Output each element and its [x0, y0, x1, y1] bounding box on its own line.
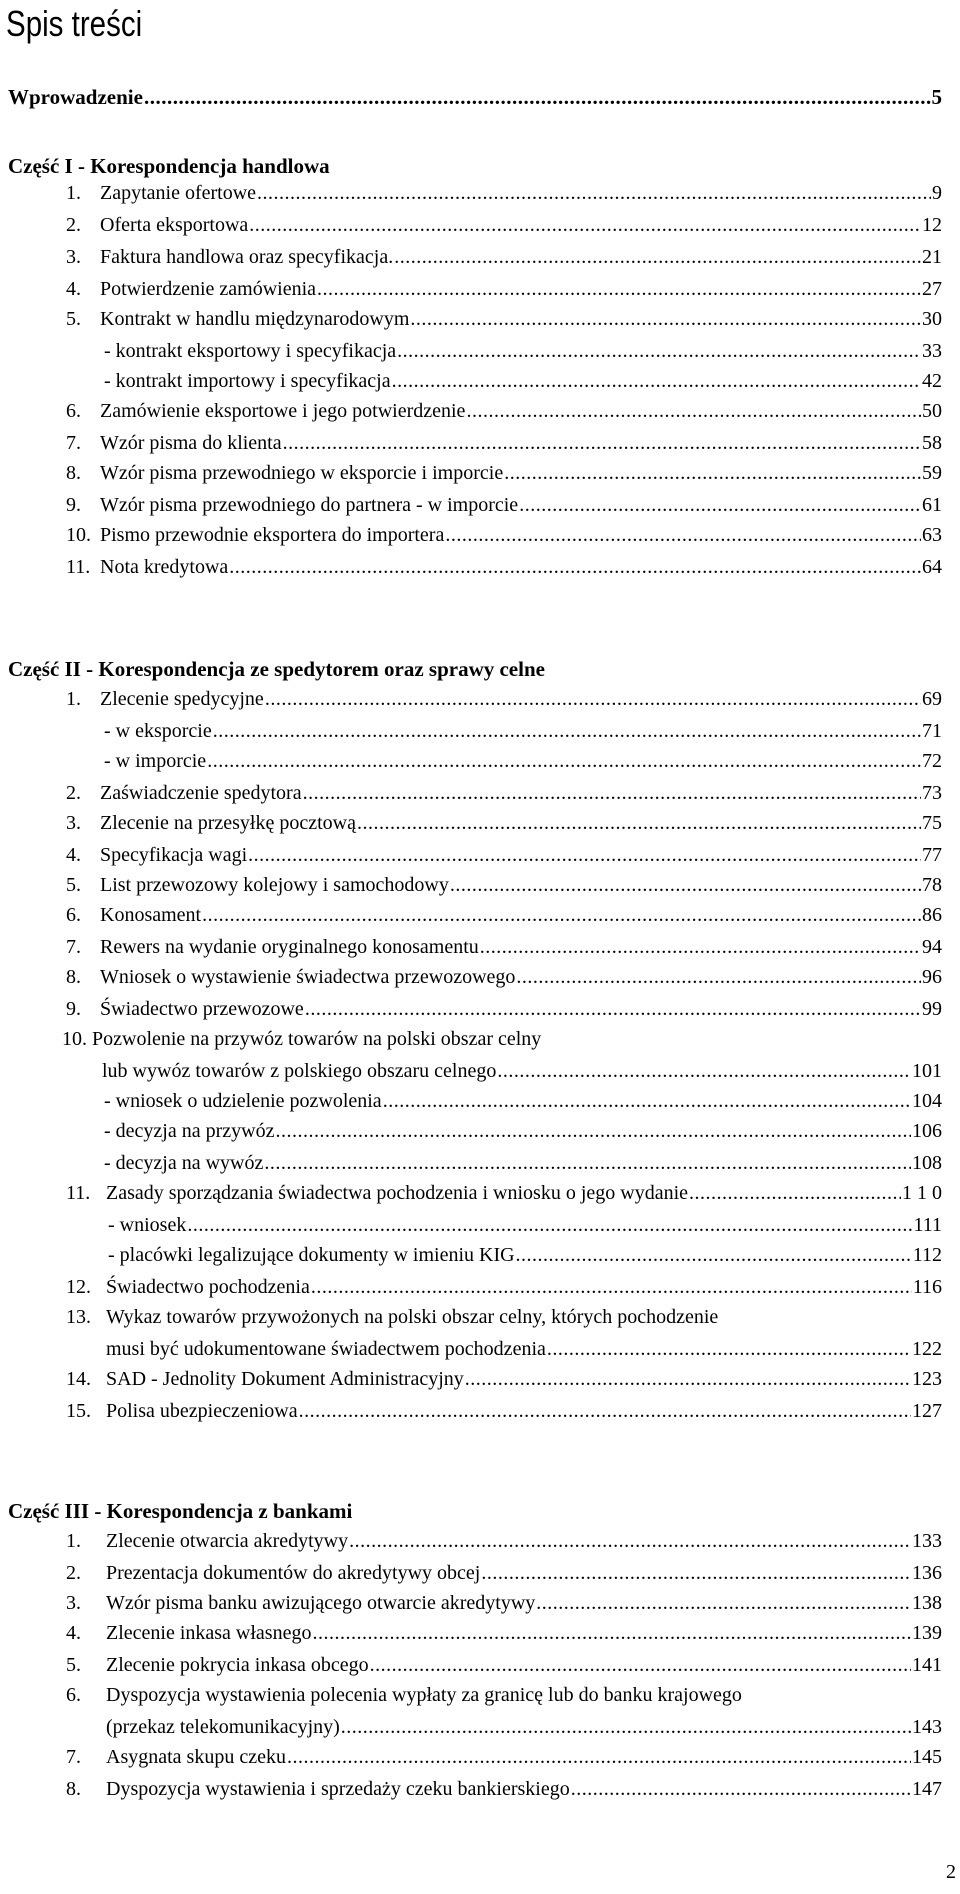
toc-entry-title: Wzór pisma do klienta: [100, 432, 282, 454]
toc-entry-number: 7.: [66, 432, 81, 454]
toc-entry-title: Kontrakt w handlu międzynarodowym: [100, 308, 410, 330]
toc-entry-number: 7.: [66, 936, 81, 958]
toc-entry-title: Prezentacja dokumentów do akredytywy obcej: [106, 1562, 481, 1584]
dot-leader: [275, 1118, 911, 1144]
toc-entry-title: Nota kredytowa: [100, 556, 229, 578]
dot-leader: [287, 1744, 911, 1770]
toc-entry[interactable]: [66, 492, 942, 518]
toc-entry-title: musi być udokumentowane świadectwem pochodzenia: [106, 1338, 546, 1360]
toc-entry-title: Zasady sporządzania świadectwa pochodzenia i wniosku o jego wydanie: [106, 1182, 689, 1204]
toc-entry[interactable]: [104, 338, 942, 364]
toc-entry[interactable]: [104, 1088, 942, 1114]
toc-entry[interactable]: [66, 554, 942, 580]
dot-leader: [410, 306, 921, 332]
toc-entry-number: 4.: [66, 1622, 81, 1644]
section-title: Część II - Korespondencja ze spedytorem oraz sprawy celne: [8, 657, 545, 681]
toc-entry-title: lub wywóz towarów z polskiego obszaru celnego: [102, 1060, 497, 1082]
toc-entry[interactable]: [66, 1652, 942, 1678]
toc-entry-number: 5.: [66, 874, 81, 896]
toc-entry[interactable]: [108, 1242, 942, 1268]
toc-entry-page: 99: [922, 998, 942, 1020]
toc-entry-page: 112: [912, 1244, 942, 1266]
toc-entry[interactable]: [66, 276, 942, 302]
toc-entry-number: 3.: [66, 1592, 81, 1614]
dot-leader: [311, 1274, 912, 1300]
toc-entry-title: Wykaz towarów przywożonych na polski obszar celny, których pochodzenie: [106, 1306, 719, 1328]
dot-leader: [497, 1058, 911, 1084]
toc-entry-title: Konosament: [100, 904, 202, 926]
toc-entry-number: 1.: [66, 182, 81, 204]
toc-entry-number: 10.: [66, 524, 91, 546]
toc-entry-title: Dyspozycja wystawienia polecenia wypłaty za granicę lub do banku krajowego: [106, 1684, 742, 1706]
toc-entry-page: 123: [912, 1368, 942, 1390]
toc-entry-title: Specyfikacja wagi: [100, 844, 248, 866]
toc-entry-title: Potwierdzenie zamówienia: [100, 278, 317, 300]
toc-entry-number: 6.: [66, 904, 81, 926]
dot-leader: [445, 522, 921, 548]
toc-entry[interactable]: [66, 902, 942, 928]
toc-entry-number: 3.: [66, 812, 81, 834]
dot-leader: [264, 1150, 911, 1176]
toc-entry-title: Zlecenie na przesyłkę pocztową: [100, 812, 356, 834]
toc-entry-number: 2.: [66, 1562, 81, 1584]
toc-entry-page: 12: [922, 214, 942, 236]
toc-entry[interactable]: [66, 842, 942, 868]
dot-leader: [547, 1336, 911, 1362]
toc-entry-page: 111: [913, 1214, 942, 1236]
toc-entry-title: SAD - Jednolity Dokument Administracyjny: [106, 1368, 464, 1390]
toc-entry[interactable]: [66, 996, 942, 1022]
toc-entry[interactable]: [8, 84, 942, 110]
toc-entry-page: 69: [922, 688, 942, 710]
dot-leader: [392, 368, 921, 394]
toc-entry[interactable]: [66, 1398, 942, 1424]
dot-leader: [283, 430, 921, 456]
toc-entry[interactable]: [66, 522, 942, 548]
dot-leader: [202, 902, 921, 928]
toc-entry-number: 3.: [66, 246, 81, 268]
toc-entry-number: 1.: [66, 1530, 81, 1552]
dot-leader: [144, 84, 931, 110]
toc-entry[interactable]: [66, 1776, 942, 1802]
toc-entry-title: Faktura handlowa oraz specyfikacja.: [100, 246, 394, 268]
dot-leader: [248, 842, 921, 868]
toc-entry-title: Zamówienie eksportowe i jego potwierdzenie: [100, 400, 466, 422]
toc-entry-page: 30: [922, 308, 942, 330]
toc-entry-page: 77: [922, 844, 942, 866]
dot-leader: [187, 1212, 912, 1238]
dot-leader: [312, 1620, 911, 1646]
toc-entry-number: 2.: [66, 782, 81, 804]
toc-entry-page: 1 1 0: [902, 1182, 942, 1204]
toc-entry-page: 141: [912, 1654, 942, 1676]
toc-entry-number: 5.: [66, 308, 81, 330]
toc-entry[interactable]: [106, 1714, 942, 1740]
toc-entry[interactable]: [108, 1212, 942, 1238]
dot-leader: [394, 244, 921, 270]
toc-entry-number: 5.: [66, 1654, 81, 1676]
dot-leader: [466, 398, 921, 424]
dot-leader: [341, 1714, 911, 1740]
toc-entry[interactable]: [66, 430, 942, 456]
toc-entry-page: 71: [922, 720, 942, 742]
toc-entry-page: 9: [932, 182, 942, 204]
toc-entry-title: Oferta eksportowa: [100, 214, 249, 236]
toc-entry-title: Rewers na wydanie oryginalnego konosamentu: [100, 936, 479, 958]
page-number: 2: [946, 1861, 956, 1883]
toc-entry-title: Świadectwo pochodzenia: [106, 1276, 310, 1298]
toc-entry[interactable]: [104, 718, 942, 744]
toc-entry-page: 63: [922, 524, 942, 546]
toc-entry-page: 64: [922, 556, 942, 578]
toc-entry-page: 61: [922, 494, 942, 516]
toc-entry-number: 14.: [66, 1368, 91, 1390]
toc-entry-page: 59: [922, 462, 942, 484]
toc-entry-number: 8.: [66, 462, 81, 484]
toc-entry-page: 5: [931, 85, 942, 109]
toc-entry-title: Asygnata skupu czeku: [106, 1746, 286, 1768]
dot-leader: [504, 460, 921, 486]
toc-entry-page: 42: [922, 370, 942, 392]
dot-leader: [383, 1088, 911, 1114]
toc-entry[interactable]: [66, 1528, 942, 1554]
dot-leader: [357, 810, 921, 836]
toc-entry-page: 127: [912, 1400, 942, 1422]
toc-entry[interactable]: [66, 872, 942, 898]
section-title: Część III - Korespondencja z bankami: [8, 1499, 353, 1523]
dot-leader: [536, 1590, 911, 1616]
toc-entry-number: 2.: [66, 214, 81, 236]
toc-entry-number: 9.: [66, 494, 81, 516]
toc-entry-title: Pismo przewodnie eksportera do importera: [100, 524, 445, 546]
toc-entry-title: Wzór pisma przewodniego w eksporcie i imporcie: [100, 462, 504, 484]
toc-entry[interactable]: [106, 1336, 942, 1362]
dot-leader: [571, 1776, 911, 1802]
toc-entry[interactable]: [104, 1150, 942, 1176]
toc-entry-title: (przekaz telekomunikacyjny): [106, 1716, 340, 1738]
toc-entry-page: 122: [912, 1338, 942, 1360]
toc-entry[interactable]: [66, 686, 942, 712]
toc-entry-title: Świadectwo przewozowe: [100, 998, 304, 1020]
toc-entry-page: 96: [922, 966, 942, 988]
toc-entry-number: 6.: [66, 1684, 81, 1706]
dot-leader: [349, 1528, 911, 1554]
toc-entry-number: 4.: [66, 278, 81, 300]
toc-entry-title: - kontrakt importowy i specyfikacja: [104, 370, 391, 392]
toc-entry-page: 139: [912, 1622, 942, 1644]
toc-entry[interactable]: [66, 1180, 942, 1206]
toc-entry-page: 147: [912, 1778, 942, 1800]
toc-entry[interactable]: [66, 810, 942, 836]
toc-entry[interactable]: [66, 1274, 942, 1300]
toc-entry[interactable]: [66, 964, 942, 990]
toc-entry[interactable]: [102, 1058, 942, 1084]
toc-entry-title: Wprowadzenie: [8, 85, 143, 109]
toc-entry[interactable]: [66, 1744, 942, 1770]
toc-entry-title: - w imporcie: [104, 750, 207, 772]
page-title: Spis treści: [6, 3, 143, 44]
toc-entry-page: 138: [912, 1592, 942, 1614]
toc-entry-number: 1.: [66, 688, 81, 710]
toc-entry[interactable]: [66, 398, 942, 424]
toc-entry-page: 33: [922, 340, 942, 362]
toc-entry-title: Zaświadczenie spedytora: [100, 782, 302, 804]
toc-entry[interactable]: [66, 460, 942, 486]
dot-leader: [213, 718, 921, 744]
dot-leader: [450, 872, 921, 898]
dot-leader: [249, 212, 921, 238]
toc-entry-number: 7.: [66, 1746, 81, 1768]
toc-entry-number: 12.: [66, 1276, 91, 1298]
toc-entry-title: Zlecenie inkasa własnego: [106, 1622, 312, 1644]
toc-entry-title: Zapytanie ofertowe: [100, 182, 257, 204]
toc-entry-title: Zlecenie pokrycia inkasa obcego: [106, 1654, 369, 1676]
toc-entry-title: - wniosek o udzielenie pozwolenia: [104, 1090, 382, 1112]
toc-entry[interactable]: [66, 780, 942, 806]
toc-entry-page: 116: [912, 1276, 942, 1298]
toc-entry-title: - decyzja na przywóz: [104, 1120, 275, 1142]
toc-entry-page: 27: [922, 278, 942, 300]
dot-leader: [299, 1398, 911, 1424]
toc-entry-title: Wzór pisma banku awizującego otwarcie akredytywy: [106, 1592, 536, 1614]
dot-leader: [317, 276, 921, 302]
dot-leader: [519, 492, 921, 518]
toc-entry-page: 101: [912, 1060, 942, 1082]
dot-leader: [207, 748, 921, 774]
dot-leader: [516, 964, 921, 990]
toc-entry-number: 6.: [66, 400, 81, 422]
toc-entry[interactable]: [66, 244, 942, 270]
toc-entry[interactable]: [66, 934, 942, 960]
toc-entry-page: 133: [912, 1530, 942, 1552]
toc-entry[interactable]: [104, 1118, 942, 1144]
toc-entry-number: 11.: [66, 1182, 91, 1204]
toc-entry-page: 73: [922, 782, 942, 804]
toc-entry-page: 72: [922, 750, 942, 772]
toc-entry-title: - kontrakt eksportowy i specyfikacja: [104, 340, 397, 362]
toc-entry-number: 11.: [66, 556, 91, 578]
toc-entry-page: 58: [922, 432, 942, 454]
toc-entry[interactable]: [66, 180, 942, 206]
toc-entry-title: List przewozowy kolejowy i samochodowy: [100, 874, 449, 896]
toc-entry[interactable]: [104, 748, 942, 774]
dot-leader: [229, 554, 921, 580]
toc-entry-page: 50: [922, 400, 942, 422]
dot-leader: [465, 1366, 911, 1392]
toc-entry-page: 78: [922, 874, 942, 896]
toc-entry-page: 143: [912, 1716, 942, 1738]
section-title: Część I - Korespondencja handlowa: [8, 154, 330, 178]
toc-entry-number: 13.: [66, 1306, 91, 1328]
toc-entry-title: Wniosek o wystawienie świadectwa przewozowego: [100, 966, 516, 988]
dot-leader: [689, 1180, 901, 1206]
dot-leader: [265, 686, 921, 712]
toc-entry[interactable]: [104, 368, 942, 394]
toc-entry-number: 9.: [66, 998, 81, 1020]
toc-entry-title: Zlecenie spedycyjne: [100, 688, 264, 710]
toc-entry-number: 4.: [66, 844, 81, 866]
toc-entry-title: - wniosek: [108, 1214, 187, 1236]
toc-entry-page: 94: [922, 936, 942, 958]
toc-entry[interactable]: [66, 306, 942, 332]
toc-entry-title: - placówki legalizujące dokumenty w imieniu KIG: [108, 1244, 515, 1266]
toc-entry[interactable]: [66, 1620, 942, 1646]
dot-leader: [305, 996, 921, 1022]
toc-entry-number: 8.: [66, 966, 81, 988]
toc-entry-page: 108: [912, 1152, 942, 1174]
toc-entry-page: 145: [912, 1746, 942, 1768]
toc-entry-page: 21: [922, 246, 942, 268]
toc-entry[interactable]: [66, 212, 942, 238]
toc-entry-title: Wzór pisma przewodniego do partnera - w imporcie: [100, 494, 519, 516]
toc-entry-title: - decyzja na wywóz: [104, 1152, 264, 1174]
dot-leader: [516, 1242, 912, 1268]
toc-entry[interactable]: [66, 1560, 942, 1586]
toc-entry-title: - w eksporcie: [104, 720, 212, 742]
toc-entry[interactable]: [66, 1366, 942, 1392]
dot-leader: [481, 1560, 911, 1586]
dot-leader: [397, 338, 921, 364]
toc-entry-title: Zlecenie otwarcia akredytywy: [106, 1530, 349, 1552]
toc-entry-page: 106: [912, 1120, 942, 1142]
dot-leader: [480, 934, 921, 960]
toc-entry-number: 15.: [66, 1400, 91, 1422]
toc-entry-title: 10. Pozwolenie na przywóz towarów na polski obszar celny: [62, 1028, 542, 1050]
toc-entry-title: Polisa ubezpieczeniowa: [106, 1400, 298, 1422]
toc-entry-page: 136: [912, 1562, 942, 1584]
dot-leader: [303, 780, 921, 806]
toc-entry[interactable]: [66, 1590, 942, 1616]
dot-leader: [370, 1652, 911, 1678]
toc-entry-page: 75: [922, 812, 942, 834]
toc-entry-page: 86: [922, 904, 942, 926]
toc-entry-title: Dyspozycja wystawienia i sprzedaży czeku bankierskiego: [106, 1778, 570, 1800]
toc-entry-page: 104: [912, 1090, 942, 1112]
dot-leader: [257, 180, 931, 206]
toc-entry-number: 8.: [66, 1778, 81, 1800]
